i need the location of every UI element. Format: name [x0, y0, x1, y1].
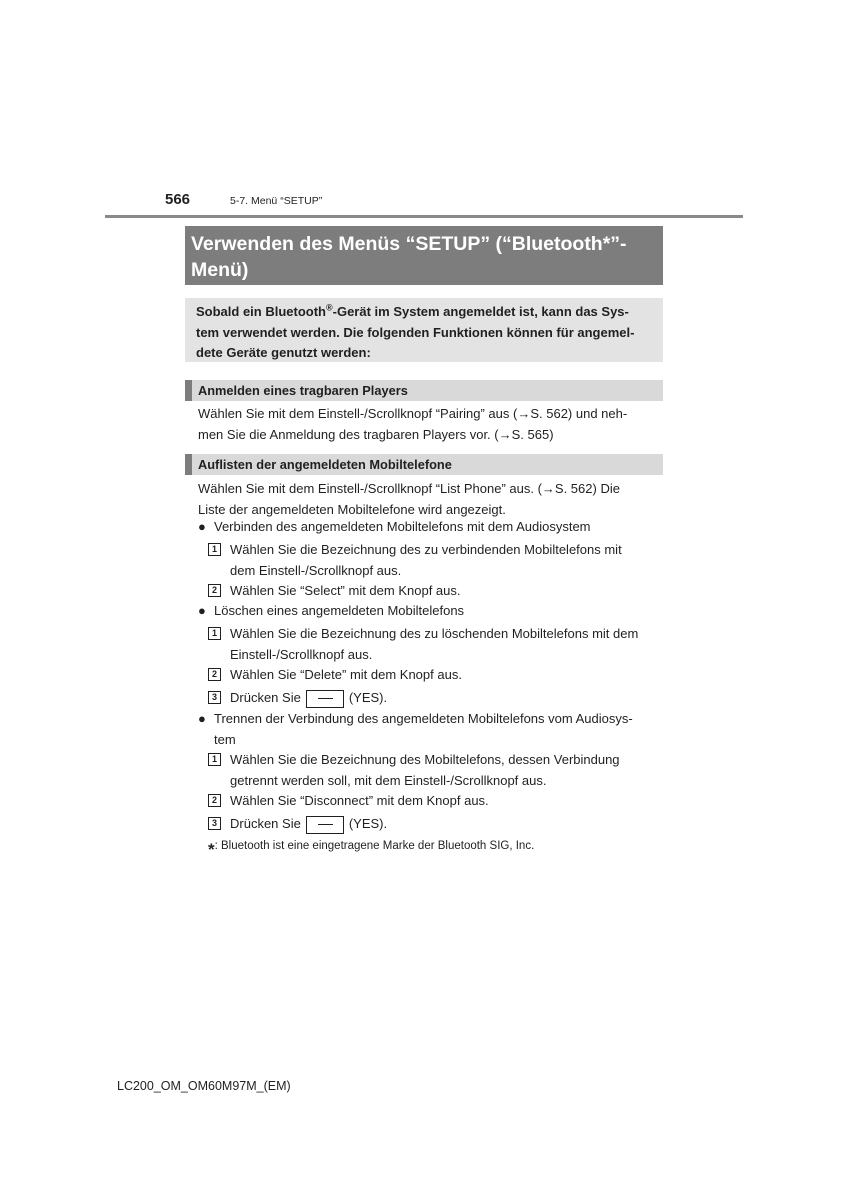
- bullet-delete: [198, 601, 663, 622]
- bullet-icon: ●: [198, 603, 206, 618]
- intro-line-1: [196, 302, 653, 323]
- intro-line-3: dete Geräte genutzt werden:: [196, 345, 371, 360]
- footnote: [208, 840, 534, 860]
- page-number: 566: [165, 191, 191, 208]
- intro-line-2: tem verwendet werden. Die folgenden Funktionen können für angemel-: [196, 324, 635, 340]
- page-title-line-1: Verwenden des Menüs “SETUP” (“Bluetooth*”-: [191, 233, 627, 255]
- paragraph-line: Liste der angemeldeten Mobiltelefone wird angezeigt.: [198, 501, 506, 517]
- bullet-text: Verbinden des angemeldeten Mobiltelefons mit dem Audiosystem: [214, 519, 591, 534]
- bullet-text: Trennen der Verbindung des angemeldeten Mobiltelefons vom Audiosys-: [214, 711, 633, 726]
- step-text-line: Wählen Sie die Bezeichnung des Mobiltelefons, dessen Verbindung: [230, 752, 620, 767]
- step-text: [230, 624, 658, 665]
- footnote-star: *: [208, 840, 215, 859]
- step-item: [208, 540, 658, 581]
- step-item: [208, 624, 658, 665]
- step-text-line: Einstell-/Scrollknopf aus.: [230, 646, 373, 662]
- step-item: [208, 750, 658, 791]
- step-number: 1: [208, 543, 221, 556]
- step-text-post: (YES).: [348, 690, 388, 705]
- step-text-line: Wählen Sie die Bezeichnung des zu löschenden Mobiltelefons mit dem: [230, 626, 639, 641]
- paragraph-line: Wählen Sie mit dem Einstell-/Scrollknopf “List Phone” aus. (→S. 562) Die: [198, 481, 620, 496]
- paragraph-line: Wählen Sie mit dem Einstell-/Scrollknopf “Pairing” aus (→S. 562) und neh-: [198, 406, 628, 421]
- intro-box: [185, 298, 663, 362]
- section-list-phone-paragraph: [198, 479, 658, 520]
- step-number: 2: [208, 794, 221, 807]
- step-number: 2: [208, 584, 221, 597]
- bullet-text: Löschen eines angemeldeten Mobiltelefons: [214, 603, 465, 618]
- step-item: [208, 688, 658, 709]
- registered-mark: ®: [326, 302, 333, 313]
- step-text-pre: Drücken Sie: [230, 690, 301, 705]
- step-text: Wählen Sie “Select” mit dem Knopf aus.: [230, 583, 461, 598]
- step-item: [208, 814, 658, 835]
- step-item: [208, 581, 658, 602]
- bullet-icon: ●: [198, 519, 206, 534]
- step-text-post: (YES).: [348, 816, 388, 831]
- step-text: [230, 750, 658, 791]
- step-number: 3: [208, 817, 221, 830]
- intro-text: -Gerät im System angemeldet ist, kann das Sys-: [332, 304, 629, 319]
- footnote-text: : Bluetooth ist eine eingetragene Marke der Bluetooth SIG, Inc.: [214, 840, 535, 852]
- document-code: LC200_OM_OM60M97M_(EM): [117, 1079, 291, 1093]
- step-number: 1: [208, 753, 221, 766]
- header-rule: [105, 215, 743, 218]
- bullet-disconnect: [198, 709, 658, 750]
- step-item: [208, 791, 658, 812]
- step-text-line: getrennt werden soll, mit dem Einstell-/Scrollknopf aus.: [230, 772, 547, 788]
- step-text-line: Wählen Sie die Bezeichnung des zu verbindenden Mobiltelefons mit: [230, 542, 622, 557]
- step-text-line: dem Einstell-/Scrollknopf aus.: [230, 562, 402, 578]
- yes-key-icon: [306, 690, 344, 708]
- section-heading-pairing: Anmelden eines tragbaren Players: [185, 380, 663, 401]
- step-text: [230, 814, 658, 835]
- bullet-line: [198, 709, 658, 730]
- step-text: [230, 540, 658, 581]
- step-text: [230, 688, 658, 709]
- paragraph-line: men Sie die Anmeldung des tragbaren Players vor. (→S. 565): [198, 426, 554, 442]
- bullet-connect: [198, 517, 663, 538]
- yes-key-icon: [306, 816, 344, 834]
- step-number: 1: [208, 627, 221, 640]
- step-text-pre: Drücken Sie: [230, 816, 301, 831]
- bullet-text-line: tem: [214, 731, 236, 747]
- page-title-line-2: Menü): [191, 259, 249, 281]
- step-text: Wählen Sie “Delete” mit dem Knopf aus.: [230, 667, 462, 682]
- intro-text: Sobald ein Bluetooth: [196, 304, 326, 319]
- section-pairing-paragraph: [198, 404, 658, 445]
- section-heading-list-phone: Auflisten der angemeldeten Mobiltelefone: [185, 454, 663, 475]
- page-title: [185, 226, 663, 285]
- step-number: 2: [208, 668, 221, 681]
- step-number: 3: [208, 691, 221, 704]
- step-text: Wählen Sie “Disconnect” mit dem Knopf aus.: [230, 793, 489, 808]
- step-item: [208, 665, 658, 686]
- bullet-icon: ●: [198, 711, 206, 726]
- section-breadcrumb: 5-7. Menü “SETUP”: [230, 195, 323, 207]
